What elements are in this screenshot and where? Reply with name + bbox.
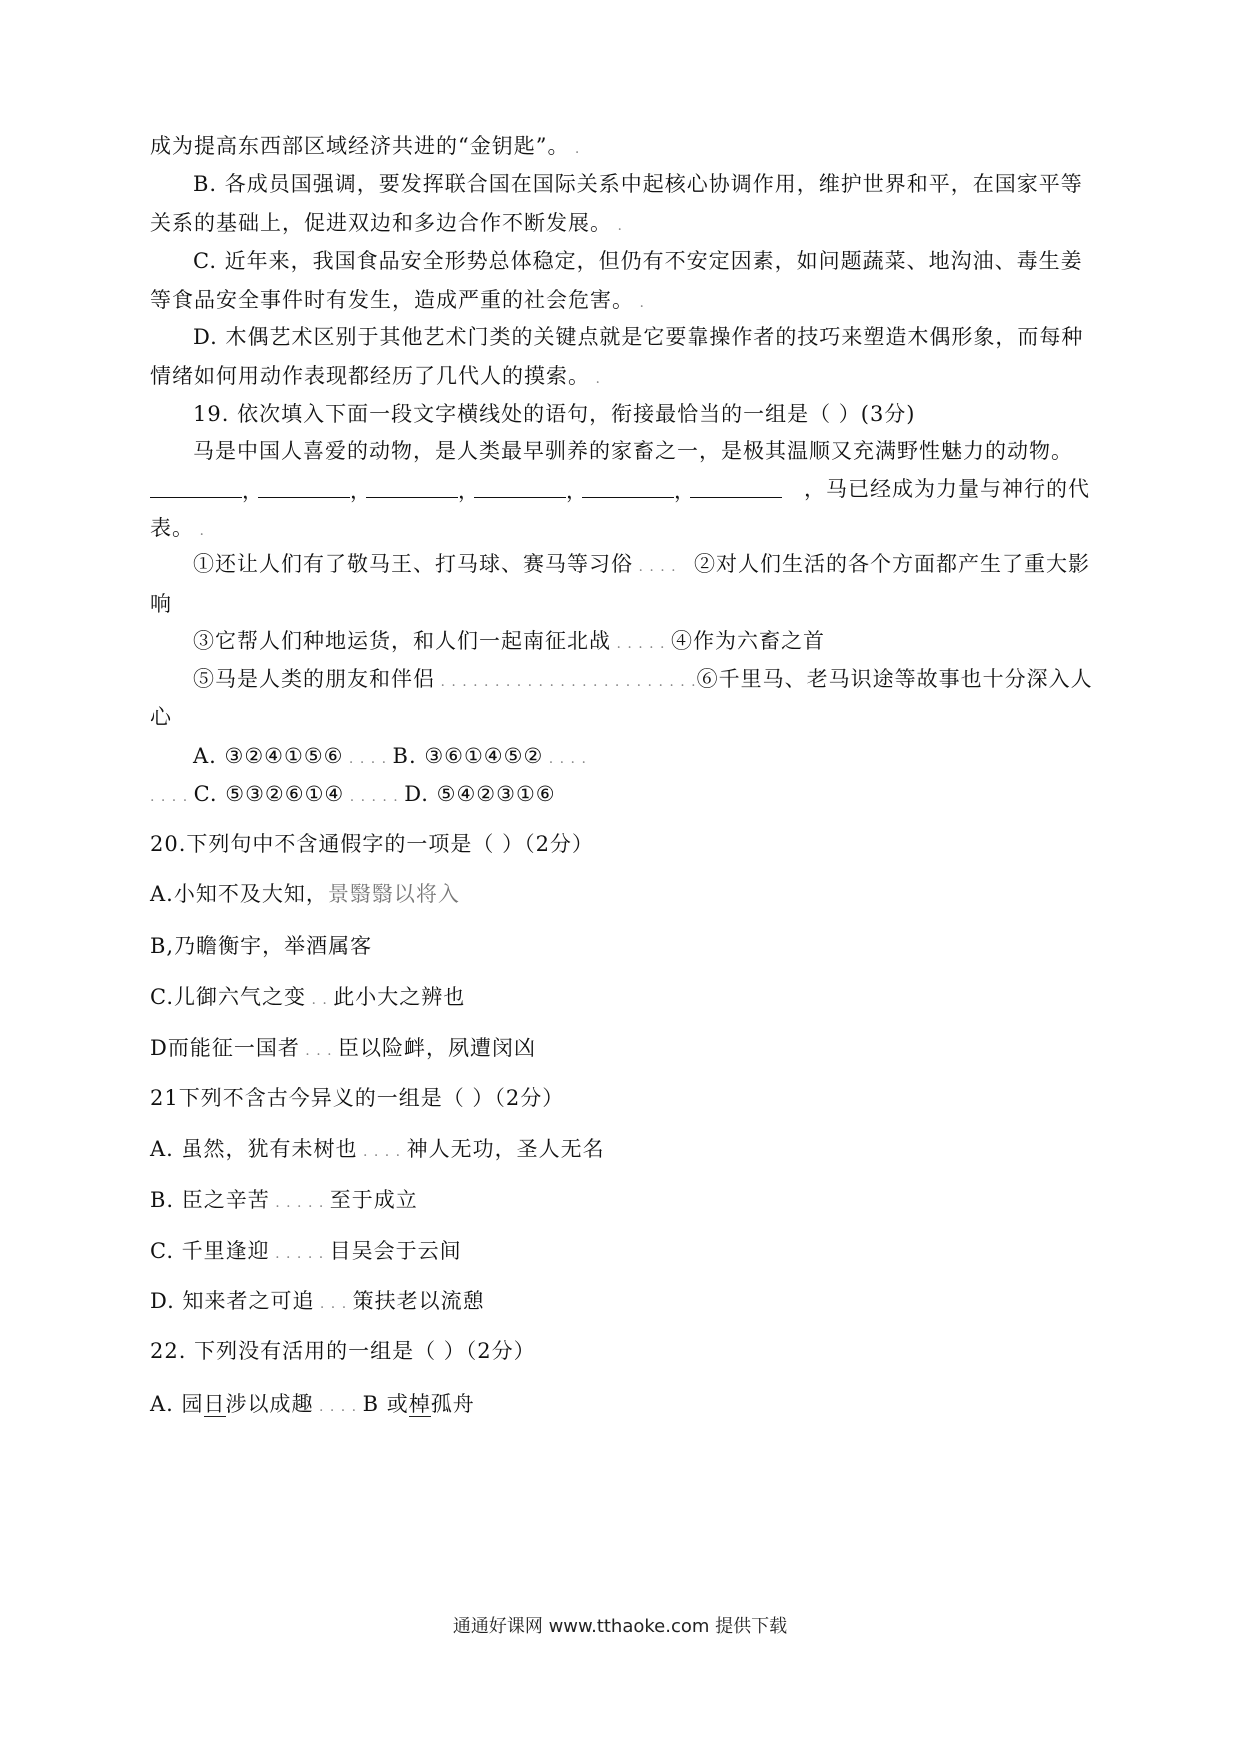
paragraph-line: 表。 .	[150, 516, 205, 540]
choice-b[interactable]: B. ③⑥①④⑤②	[392, 744, 544, 768]
paragraph-line: 情绪如何用动作表现都经历了几代人的摸索。 .	[150, 364, 601, 388]
q21-option-c: C. 千里逢迎 . . . . . 目吴会于云间	[150, 1239, 462, 1263]
answer-blank[interactable]	[150, 475, 242, 498]
answer-blank[interactable]	[366, 475, 458, 498]
q21-option-d: D. 知来者之可追 . . . 策扶老以流憩	[150, 1289, 485, 1313]
q22-options-row: A. 园日涉以成趣 . . . . B 或棹孤舟	[150, 1392, 475, 1416]
answer-blank[interactable]	[690, 475, 782, 498]
choice-d[interactable]: D. ⑤④②③①⑥	[404, 782, 556, 806]
answer-options-row: . . . . C. ⑤③②⑥①④ . . . . . D. ⑤④②③①⑥	[150, 782, 556, 806]
paragraph-line: 关系的基础上，促进双边和多边合作不断发展。 .	[150, 211, 623, 235]
option-b-line: B. 各成员国强调，要发挥联合国在国际关系中起核心协调作用，维护世界和平，在国家平等	[193, 172, 1083, 196]
question-19: 19. 依次填入下面一段文字横线处的语句，衔接最恰当的一组是（ ）(3分)	[193, 402, 916, 426]
answer-options-row: A. ③②④①⑤⑥ . . . . B. ③⑥①④⑤② . . . .	[193, 744, 587, 768]
paragraph-line: 等食品安全事件时有发生，造成严重的社会危害。 .	[150, 288, 645, 312]
question-19-passage: 马是中国人喜爱的动物，是人类最早驯养的家畜之一，是极其温顺又充满野性魅力的动物。	[193, 439, 1073, 463]
sentence-options-row: ①还让人们有了敬马王、打马球、赛马等习俗 . . . . ②对人们生活的各个方面都产生了重大影	[193, 552, 1090, 576]
q20-option-c: C.儿御六气之变 . . 此小大之辨也	[150, 985, 466, 1009]
q21-option-b: B. 臣之辛苦 . . . . . 至于成立	[150, 1188, 418, 1212]
q20-option-b: B,乃瞻衡宇，举酒属客	[150, 934, 373, 958]
answer-blank[interactable]	[258, 475, 350, 498]
sentence-options-row: ③它帮人们种地运货，和人们一起南征北战 . . . . . ④作为六畜之首	[193, 629, 825, 653]
choice-c[interactable]: C. ⑤③②⑥①④	[193, 782, 345, 806]
answer-blank[interactable]	[582, 475, 674, 498]
sentence-options-row: ⑤马是人类的朋友和伴侣 . . . . . . . . . . . . . . . . . . . . . . . . ⑥千里马、老马识途等故事也十分深入人	[193, 667, 1093, 691]
answer-blank[interactable]	[474, 475, 566, 498]
q21-option-a: A. 虽然，犹有未树也 . . . . 神人无功，圣人无名	[150, 1137, 605, 1161]
question-21: 21下列不含古今异义的一组是（ ）（2分）	[150, 1086, 565, 1110]
paragraph-line: 响	[150, 592, 172, 616]
choice-a[interactable]: A. ③②④①⑤⑥	[193, 744, 344, 768]
fill-blank-line: ， ， ， ， ， ，马已经成为力量与神行的代	[150, 475, 1090, 505]
paragraph-line: 心	[150, 705, 172, 729]
question-20: 20.下列句中不含通假字的一项是（ ）（2分）	[150, 832, 594, 856]
q20-option-a: A.小知不及大知，景翳翳以将入	[150, 882, 460, 906]
question-22: 22. 下列没有活用的一组是（ ）（2分）	[150, 1339, 536, 1363]
option-d-line: D. 木偶艺术区别于其他艺术门类的关键点就是它要靠操作者的技巧来塑造木偶形象，而每种	[193, 325, 1084, 349]
option-c-line: C. 近年来，我国食品安全形势总体稳定，但仍有不安定因素，如问题蔬菜、地沟油、毒生姜	[193, 249, 1083, 273]
download-footer: 通通好课网 www.tthaoke.com 提供下载	[452, 1616, 788, 1637]
q20-option-d: D而能征一国者 . . . 臣以险衅，夙遭闵凶	[150, 1036, 536, 1060]
paragraph-line: 成为提高东西部区域经济共进的“金钥匙”。 .	[150, 134, 581, 158]
